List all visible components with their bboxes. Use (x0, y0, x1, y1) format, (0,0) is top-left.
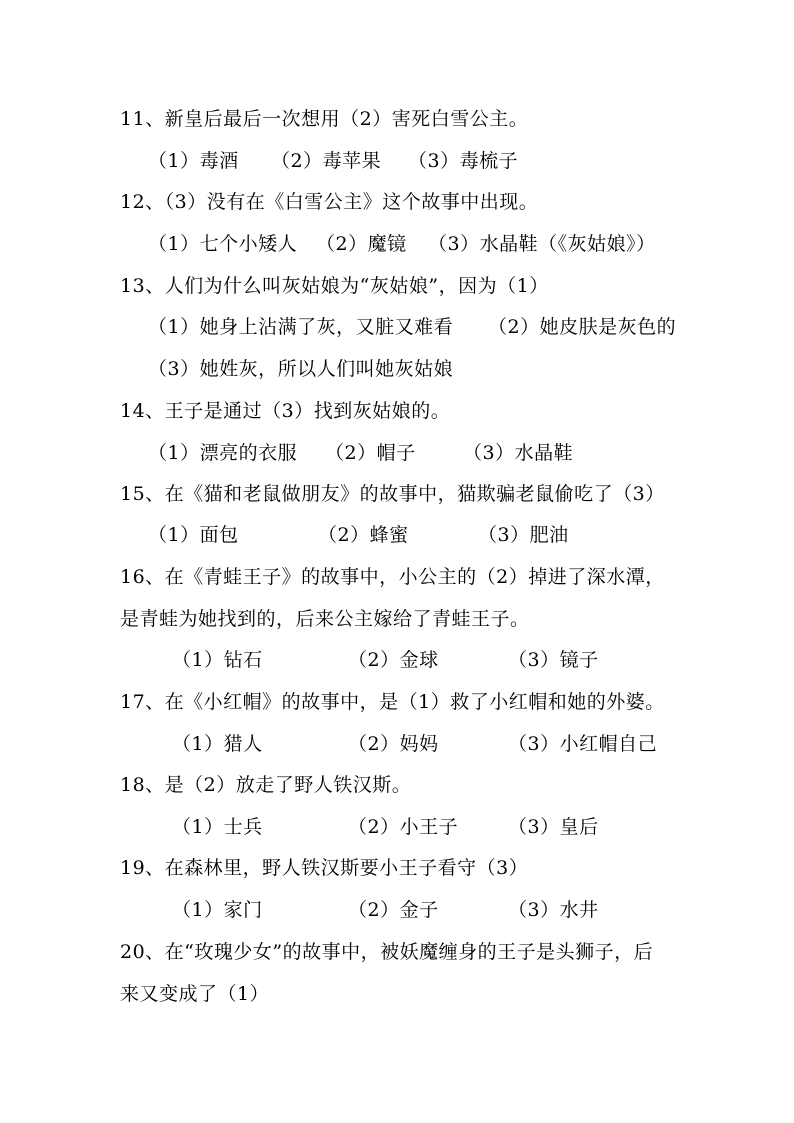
option-1: （1）毒酒 (148, 150, 239, 172)
option-2: （2）魔镜 (316, 233, 407, 255)
question-17-stem: 17、在《小红帽》的故事中，是（1）救了小红帽和她的外婆。 (120, 691, 665, 713)
option-3: （3）水井 (508, 899, 599, 921)
option-3: （3）水晶鞋 (463, 442, 574, 464)
option-1: （1）七个小矮人 (148, 233, 298, 255)
option-1: （1）猎人 (172, 733, 263, 755)
question-14-stem: 14、王子是通过（3）找到灰姑娘的。 (120, 400, 451, 422)
question-19-options (172, 897, 752, 923)
option-1: （1）漂亮的衣服 (148, 442, 298, 464)
question-15-stem: 15、在《猫和老鼠做朋友》的故事中，猫欺骗老鼠偷吃了（3） (120, 483, 665, 505)
question-20-stem-line-2: 来又变成了（1） (120, 983, 270, 1005)
question-15-options (148, 522, 748, 548)
option-3: （3）她姓灰，所以人们叫她灰姑娘 (148, 358, 454, 380)
question-16-stem-line-1: 16、在《青蛙王子》的故事中，小公主的（2）掉进了深水潭， (120, 566, 665, 588)
question-19-stem: 19、在森林里，野人铁汉斯要小王子看守（3） (120, 857, 529, 879)
question-16-options (172, 647, 752, 673)
option-2: （2）毒苹果 (271, 150, 382, 172)
question-11-stem: 11、新皇后最后一次想用（2）害死白雪公主。 (120, 108, 529, 130)
question-13-options-row-2 (148, 356, 453, 382)
option-3: （3）毒梳子 (408, 150, 519, 172)
option-2: （2）帽子 (325, 442, 416, 464)
option-1: （1）面包 (148, 524, 239, 546)
question-14-options (148, 440, 748, 466)
option-1: （1）她身上沾满了灰，又脏又难看 (148, 316, 454, 338)
option-1: （1）士兵 (172, 816, 263, 838)
question-13-options-row-1 (148, 314, 768, 340)
option-2: （2）金球 (348, 649, 439, 671)
question-13-stem: 13、人们为什么叫灰姑娘为“灰姑娘”，因为（1） (120, 275, 549, 297)
question-18-options (172, 814, 752, 840)
option-2: （2）蜂蜜 (318, 524, 409, 546)
option-3: （3）镜子 (508, 649, 599, 671)
option-1: （1）钻石 (172, 649, 263, 671)
question-16-stem-line-2: 是青蛙为她找到的，后来公主嫁给了青蛙王子。 (120, 608, 530, 630)
option-2: （2）小王子 (348, 816, 459, 838)
question-20-stem-line-1: 20、在“玫瑰少女”的故事中，被妖魔缠身的王子是头狮子，后 (120, 941, 654, 963)
question-17-options (172, 731, 752, 757)
question-11-options (148, 148, 748, 174)
option-3: （3）水晶鞋（《灰姑娘》） (428, 233, 656, 255)
option-2: （2）她皮肤是灰色的 (488, 316, 677, 338)
option-3: （3）肥油 (478, 524, 569, 546)
option-2: （2）金子 (348, 899, 439, 921)
option-2: （2）妈妈 (348, 733, 439, 755)
question-18-stem: 18、是（2）放走了野人铁汉斯。 (120, 774, 412, 796)
option-3: （3）皇后 (508, 816, 599, 838)
option-1: （1）家门 (172, 899, 263, 921)
question-12-stem: 12、（3）没有在《白雪公主》这个故事中出现。 (120, 191, 539, 213)
question-12-options (148, 231, 768, 257)
option-3: （3）小红帽自己 (508, 733, 658, 755)
